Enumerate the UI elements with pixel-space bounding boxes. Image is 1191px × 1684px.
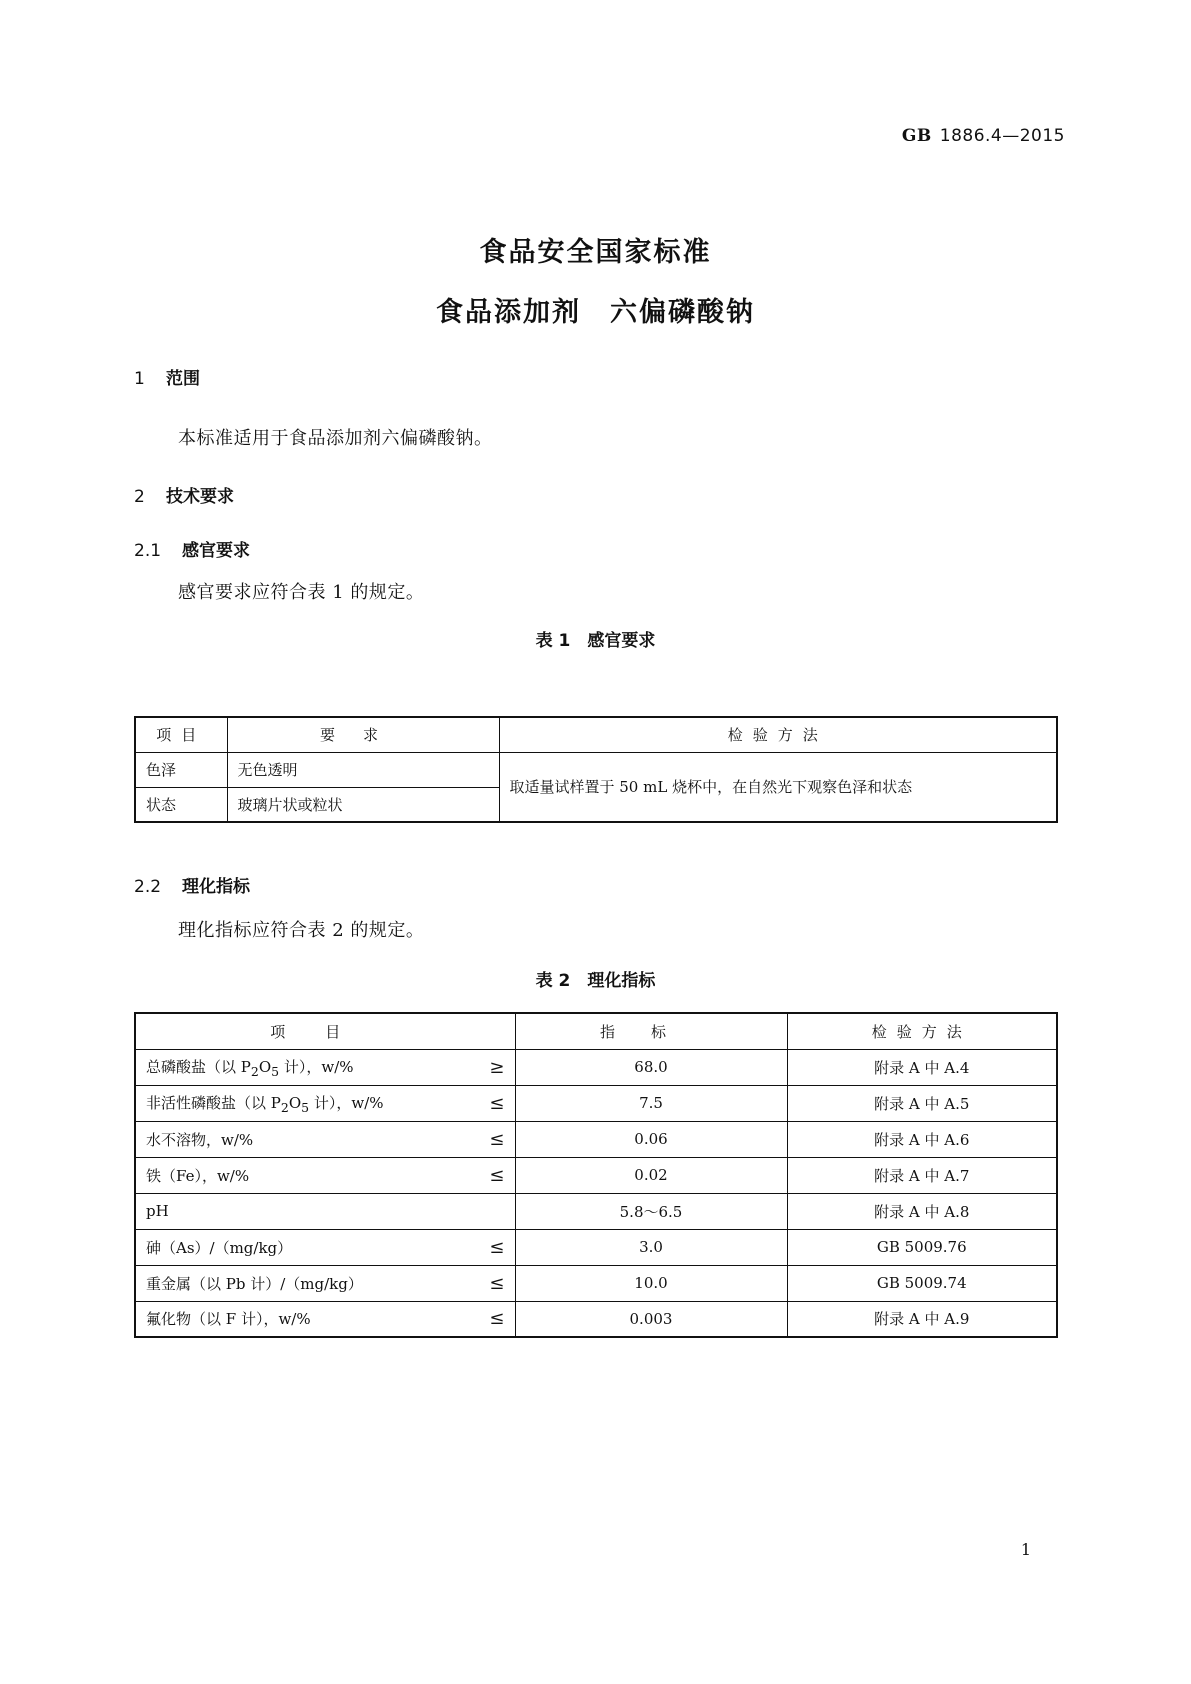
cell-item-label: 重金属（以 Pb 计）/（mg/kg） xyxy=(146,1274,363,1293)
cell-item-label: 铁（Fe），w/% xyxy=(146,1166,250,1185)
cell-method: GB 5009.74 xyxy=(787,1265,1057,1301)
table-row xyxy=(135,1085,1057,1121)
table-row xyxy=(135,752,1057,787)
cell-method: 附录 A 中 A.7 xyxy=(787,1157,1057,1193)
cell-item xyxy=(135,1193,515,1229)
cell-item xyxy=(135,1157,515,1193)
cell-requirement: 无色透明 xyxy=(227,752,499,787)
header-method: 检验方法 xyxy=(787,1013,1057,1049)
document-title: 食品安全国家标准 xyxy=(479,237,712,268)
cell-item-label: 氟化物（以 F 计），w/% xyxy=(146,1310,311,1329)
section-title: 理化指标 xyxy=(182,877,250,897)
cell-method: 附录 A 中 A.6 xyxy=(787,1121,1057,1157)
table-row xyxy=(135,1229,1057,1265)
section-number: 1 xyxy=(134,369,145,389)
cell-value: 5.8～6.5 xyxy=(515,1193,787,1229)
comparison-symbol: ≤ xyxy=(489,1128,505,1150)
cell-item xyxy=(135,1301,515,1337)
table-row xyxy=(135,1265,1057,1301)
section-2-2-text: 理化指标应符合表 2 的规定。 xyxy=(178,920,425,941)
section-1-heading xyxy=(134,364,200,389)
cell-item-label: 总磷酸盐（以 $P_2O_5$ 计），w/% xyxy=(146,1057,354,1079)
table-row xyxy=(135,1121,1057,1157)
comparison-symbol: ≤ xyxy=(489,1308,505,1330)
cell-item-label: 非活性磷酸盐（以 $P_2O_5$ 计），w/% xyxy=(146,1093,384,1115)
cell-item xyxy=(135,1085,515,1121)
cell-item-label: 水不溶物，w/% xyxy=(146,1130,254,1149)
cell-method: GB 5009.76 xyxy=(787,1229,1057,1265)
table-row xyxy=(135,1301,1057,1337)
table-1-caption: 表 1 感官要求 xyxy=(535,631,656,651)
section-1-text: 本标准适用于食品添加剂六偏磷酸钠。 xyxy=(178,428,493,449)
section-2-heading xyxy=(134,482,234,507)
table-row xyxy=(135,1049,1057,1085)
section-number: 2.1 xyxy=(134,541,162,561)
cell-method: 附录 A 中 A.4 xyxy=(787,1049,1057,1085)
page-number: 1 xyxy=(1020,1540,1031,1559)
cell-item xyxy=(135,1229,515,1265)
header-requirement: 要求 xyxy=(227,717,499,752)
comparison-symbol: ≤ xyxy=(489,1092,505,1114)
table-2 xyxy=(134,1012,1058,1338)
header-index: 指标 xyxy=(515,1013,787,1049)
table-row xyxy=(135,1193,1057,1229)
cell-method: 附录 A 中 A.5 xyxy=(787,1085,1057,1121)
cell-value: 10.0 xyxy=(515,1265,787,1301)
cell-method: 取适量试样置于 50 mL 烧杯中，在自然光下观察色泽和状态 xyxy=(499,752,1057,822)
cell-item: 色泽 xyxy=(135,752,227,787)
header-item: 项目 xyxy=(135,1013,515,1049)
standard-code: 1886.4—2015 xyxy=(939,126,1065,146)
section-title: 感官要求 xyxy=(182,541,250,561)
section-2-1-text: 感官要求应符合表 1 的规定。 xyxy=(178,582,425,603)
table-header-row xyxy=(135,1013,1057,1049)
section-2-1-heading xyxy=(134,536,250,561)
header-method: 检验方法 xyxy=(499,717,1057,752)
section-number: 2 xyxy=(134,487,145,507)
gb-prefix: GB xyxy=(901,126,932,146)
cell-item xyxy=(135,1121,515,1157)
cell-requirement: 玻璃片状或粒状 xyxy=(227,787,499,822)
comparison-symbol: ≤ xyxy=(489,1272,505,1294)
section-title: 技术要求 xyxy=(166,487,234,507)
section-number: 2.2 xyxy=(134,877,162,897)
table-row xyxy=(135,1157,1057,1193)
cell-item xyxy=(135,1049,515,1085)
cell-item xyxy=(135,1265,515,1301)
table-header-row xyxy=(135,717,1057,752)
cell-value: 0.06 xyxy=(515,1121,787,1157)
section-2-2-heading xyxy=(134,872,250,897)
cell-value: 3.0 xyxy=(515,1229,787,1265)
cell-value: 68.0 xyxy=(515,1049,787,1085)
comparison-symbol: ≤ xyxy=(489,1236,505,1258)
cell-method: 附录 A 中 A.8 xyxy=(787,1193,1057,1229)
document-subtitle: 食品添加剂 六偏磷酸钠 xyxy=(436,297,755,328)
cell-item-label: 砷（As）/（mg/kg） xyxy=(146,1238,293,1257)
cell-value: 0.003 xyxy=(515,1301,787,1337)
table-2-caption: 表 2 理化指标 xyxy=(535,971,656,991)
cell-item-label: pH xyxy=(146,1202,169,1220)
cell-method: 附录 A 中 A.9 xyxy=(787,1301,1057,1337)
header-item: 项目 xyxy=(135,717,227,752)
cell-value: 0.02 xyxy=(515,1157,787,1193)
comparison-symbol: ≥ xyxy=(489,1056,505,1078)
comparison-symbol: ≤ xyxy=(489,1164,505,1186)
cell-item: 状态 xyxy=(135,787,227,822)
cell-value: 7.5 xyxy=(515,1085,787,1121)
standard-number xyxy=(902,126,1065,146)
table-1 xyxy=(134,716,1058,823)
section-title: 范围 xyxy=(166,369,200,389)
